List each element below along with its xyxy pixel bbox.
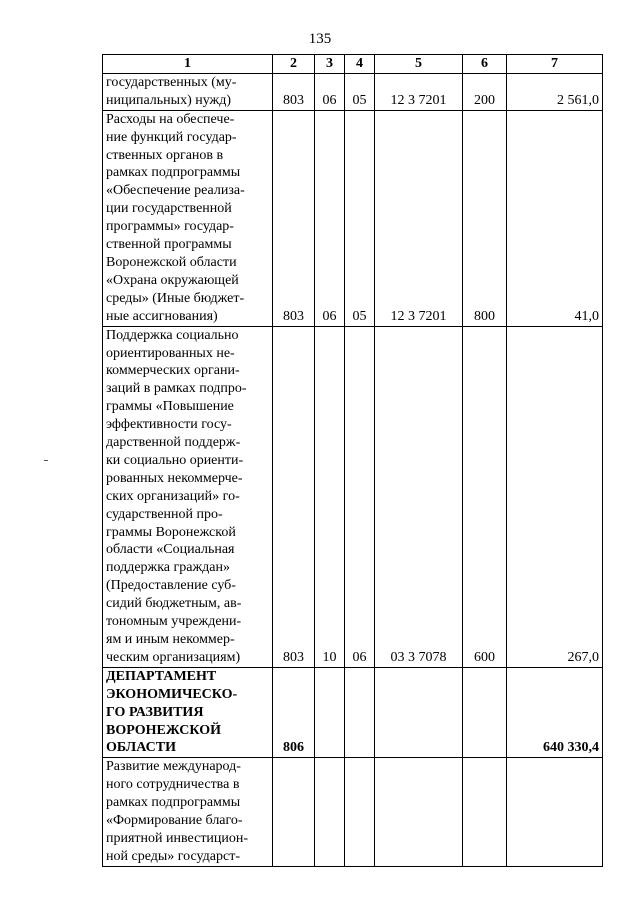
header-row bbox=[103, 55, 603, 74]
subsection-cell: 05 bbox=[345, 110, 375, 326]
table-row bbox=[103, 326, 603, 667]
page-number: 135 bbox=[308, 31, 332, 47]
expense-type-cell bbox=[463, 758, 507, 866]
target-article-cell: 03 3 7078 bbox=[375, 326, 463, 667]
amount-cell: 41,0 bbox=[507, 110, 603, 326]
amount-cell: 267,0 bbox=[507, 326, 603, 667]
expense-type-cell: 600 bbox=[463, 326, 507, 667]
target-article-cell bbox=[375, 758, 463, 866]
expense-type-cell: 800 bbox=[463, 110, 507, 326]
header-col-1: 1 bbox=[103, 55, 273, 74]
amount-cell: 2 561,0 bbox=[507, 73, 603, 110]
department-row bbox=[103, 667, 603, 758]
header-col-6: 6 bbox=[463, 55, 507, 74]
amount-cell bbox=[507, 758, 603, 866]
header-col-5: 5 bbox=[375, 55, 463, 74]
table-row bbox=[103, 110, 603, 326]
ministry-code-cell: 803 bbox=[273, 326, 315, 667]
target-article-cell: 12 3 7201 bbox=[375, 110, 463, 326]
section-cell: 06 bbox=[315, 73, 345, 110]
header-col-2: 2 bbox=[273, 55, 315, 74]
section-cell bbox=[315, 667, 345, 758]
header-col-4: 4 bbox=[345, 55, 375, 74]
target-article-cell: 12 3 7201 bbox=[375, 73, 463, 110]
amount-cell: 640 330,4 bbox=[507, 667, 603, 758]
expense-type-cell: 200 bbox=[463, 73, 507, 110]
ministry-code-cell: 803 bbox=[273, 73, 315, 110]
table-row bbox=[103, 758, 603, 866]
subsection-cell: 05 bbox=[345, 73, 375, 110]
section-cell: 06 bbox=[315, 110, 345, 326]
subsection-cell: 06 bbox=[345, 326, 375, 667]
target-article-cell bbox=[375, 667, 463, 758]
section-cell bbox=[315, 758, 345, 866]
row-name-cell: государственных (му- ниципальных) нужд) bbox=[103, 73, 273, 110]
ministry-code-cell: 806 bbox=[273, 667, 315, 758]
subsection-cell bbox=[345, 667, 375, 758]
section-cell: 10 bbox=[315, 326, 345, 667]
row-name-cell: Расходы на обеспече- ние функций государ- ственных органов в рамках подпрограммы «Обеспечение реализа- ции государственной программы» государ- ственной программы Воронежской области «Охрана окружающей среды» (Иные бюджет- ные ассигнования) bbox=[103, 110, 273, 326]
row-name-cell: Поддержка социально ориентированных не- коммерческих органи- заций в рамках подпро- граммы «Повышение эффективности госу- дарственной поддерж- ки социально ориенти- рованных некоммерче- ских организаций» го- сударственной про- граммы Воронежской области «Социальная поддержка граждан» (Предоставление суб- сидий бюджетным, ав- тономным учреждени- ям и иным некоммер- ческим организациям) bbox=[103, 326, 273, 667]
ministry-code-cell bbox=[273, 758, 315, 866]
stray-mark bbox=[44, 460, 48, 461]
table-row bbox=[103, 73, 603, 110]
row-name-cell: Развитие международ- ного сотрудничества в рамках подпрограммы «Формирование благо- приятной инвестицион- ной среды» государст- bbox=[103, 758, 273, 866]
budget-table bbox=[102, 54, 603, 867]
header-col-3: 3 bbox=[315, 55, 345, 74]
expense-type-cell bbox=[463, 667, 507, 758]
header-col-7: 7 bbox=[507, 55, 603, 74]
subsection-cell bbox=[345, 758, 375, 866]
ministry-code-cell: 803 bbox=[273, 110, 315, 326]
department-name-cell: ДЕПАРТАМЕНТ ЭКОНОМИЧЕСКО- ГО РАЗВИТИЯ ВОРОНЕЖСКОЙ ОБЛАСТИ bbox=[103, 667, 273, 758]
